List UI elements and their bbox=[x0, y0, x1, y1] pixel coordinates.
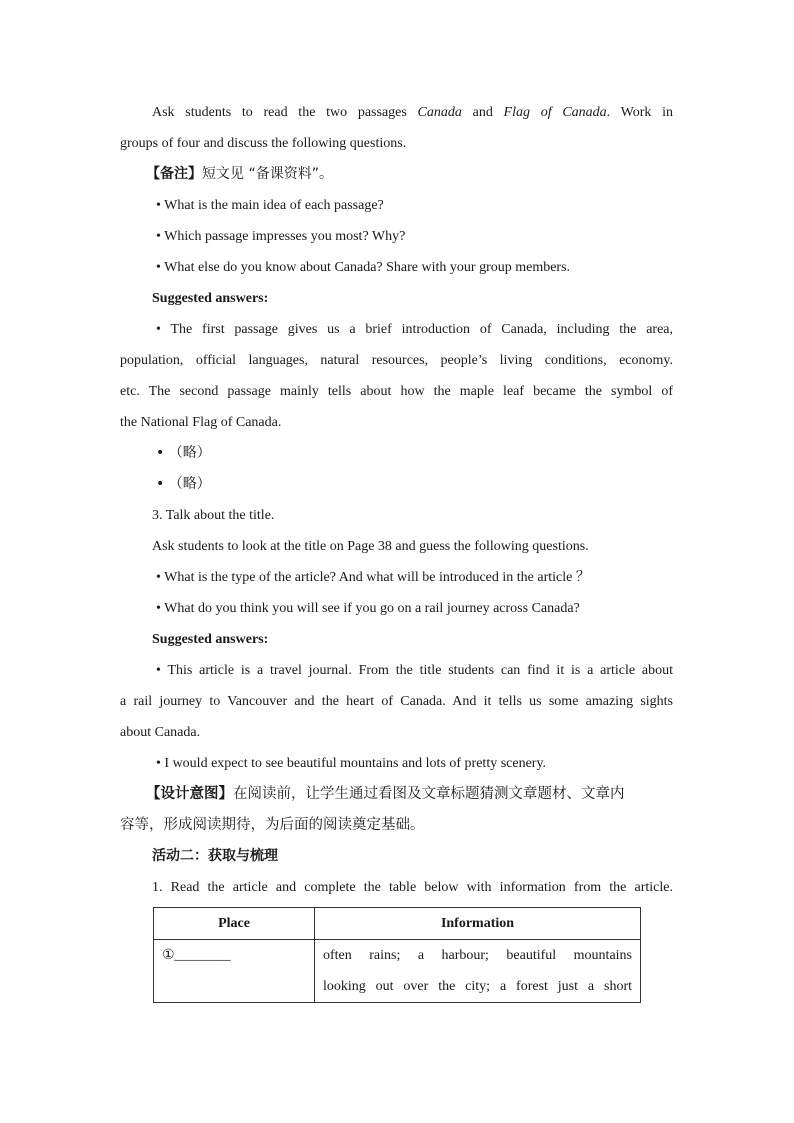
passage-title: Canada bbox=[417, 105, 462, 120]
table-cell-place bbox=[154, 940, 315, 1003]
answer-line: about Canada. bbox=[120, 725, 201, 740]
answer-line: etc. The second passage mainly tells about how the maple leaf became the symbol of bbox=[120, 384, 673, 399]
question-item: • What else do you know about Canada? Share with your group members. bbox=[156, 260, 571, 275]
table-header-row bbox=[154, 908, 641, 940]
question-item: • What do you think you will see if you go on a rail journey across Canada? bbox=[156, 601, 580, 616]
answer-line: the National Flag of Canada. bbox=[120, 415, 282, 430]
question-item: • Which passage impresses you most? Why? bbox=[156, 229, 406, 244]
information-line: looking out over the city; a forest just a short bbox=[323, 979, 632, 994]
question-item: • What is the type of the article? And what will be introduced in the article ？ bbox=[156, 570, 590, 585]
passage-title: Flag of Canada bbox=[503, 105, 607, 120]
answer-line: • The first passage gives us a brief introduction of Canada, including the area, bbox=[156, 322, 673, 337]
step-title: 3. Talk about the title. bbox=[152, 508, 275, 523]
activity-heading: 活动二：获取与梳理 bbox=[152, 848, 278, 864]
paragraph-line: Ask students to look at the title on Page 38 and guess the following questions. bbox=[152, 539, 589, 554]
note-line bbox=[120, 159, 673, 190]
question-item: • What is the main idea of each passage? bbox=[156, 198, 384, 213]
answer-line: population, official languages, natural resources, people’s living conditions, economy. bbox=[120, 353, 673, 368]
answer-omitted: • （略） bbox=[156, 476, 211, 492]
task-instruction: 1. Read the article and complete the table below with information from the article. bbox=[152, 880, 673, 895]
paragraph-line: Ask students to read the two passages Canada and Flag of Canada. Work in bbox=[152, 105, 673, 120]
suggested-answers-heading: Suggested answers: bbox=[152, 291, 269, 306]
paragraph-line: groups of four and discuss the following questions. bbox=[120, 136, 407, 151]
note-tag: 【备注】 bbox=[146, 166, 202, 182]
place-blank: ①________ bbox=[162, 948, 231, 963]
answer-omitted: • （略） bbox=[156, 445, 211, 461]
table-row bbox=[154, 940, 641, 1003]
design-intent-line: 容等，形成阅读期待，为后面的阅读奠定基础。 bbox=[120, 817, 425, 833]
table-header-place: Place bbox=[154, 908, 315, 940]
note-text: 短文见 “备课资料”。 bbox=[202, 166, 333, 182]
table-header-information: Information bbox=[315, 908, 641, 940]
answer-line: • This article is a travel journal. From the title students can find it is a article about bbox=[156, 663, 673, 678]
information-line: often rains; a harbour; beautiful mountains bbox=[323, 948, 632, 963]
design-intent-line: 【设计意图】在阅读前，让学生通过看图及文章标题猜测文章题材、文章内 bbox=[146, 786, 625, 802]
info-table bbox=[153, 907, 641, 1003]
design-tag: 【设计意图】 bbox=[146, 786, 233, 802]
answer-line: • I would expect to see beautiful mountains and lots of pretty scenery. bbox=[156, 756, 547, 771]
answer-line: a rail journey to Vancouver and the heart of Canada. And it tells us some amazing sights bbox=[120, 694, 673, 709]
suggested-answers-heading: Suggested answers: bbox=[152, 632, 269, 647]
table-cell-information bbox=[315, 940, 641, 1003]
document-body bbox=[120, 97, 673, 903]
